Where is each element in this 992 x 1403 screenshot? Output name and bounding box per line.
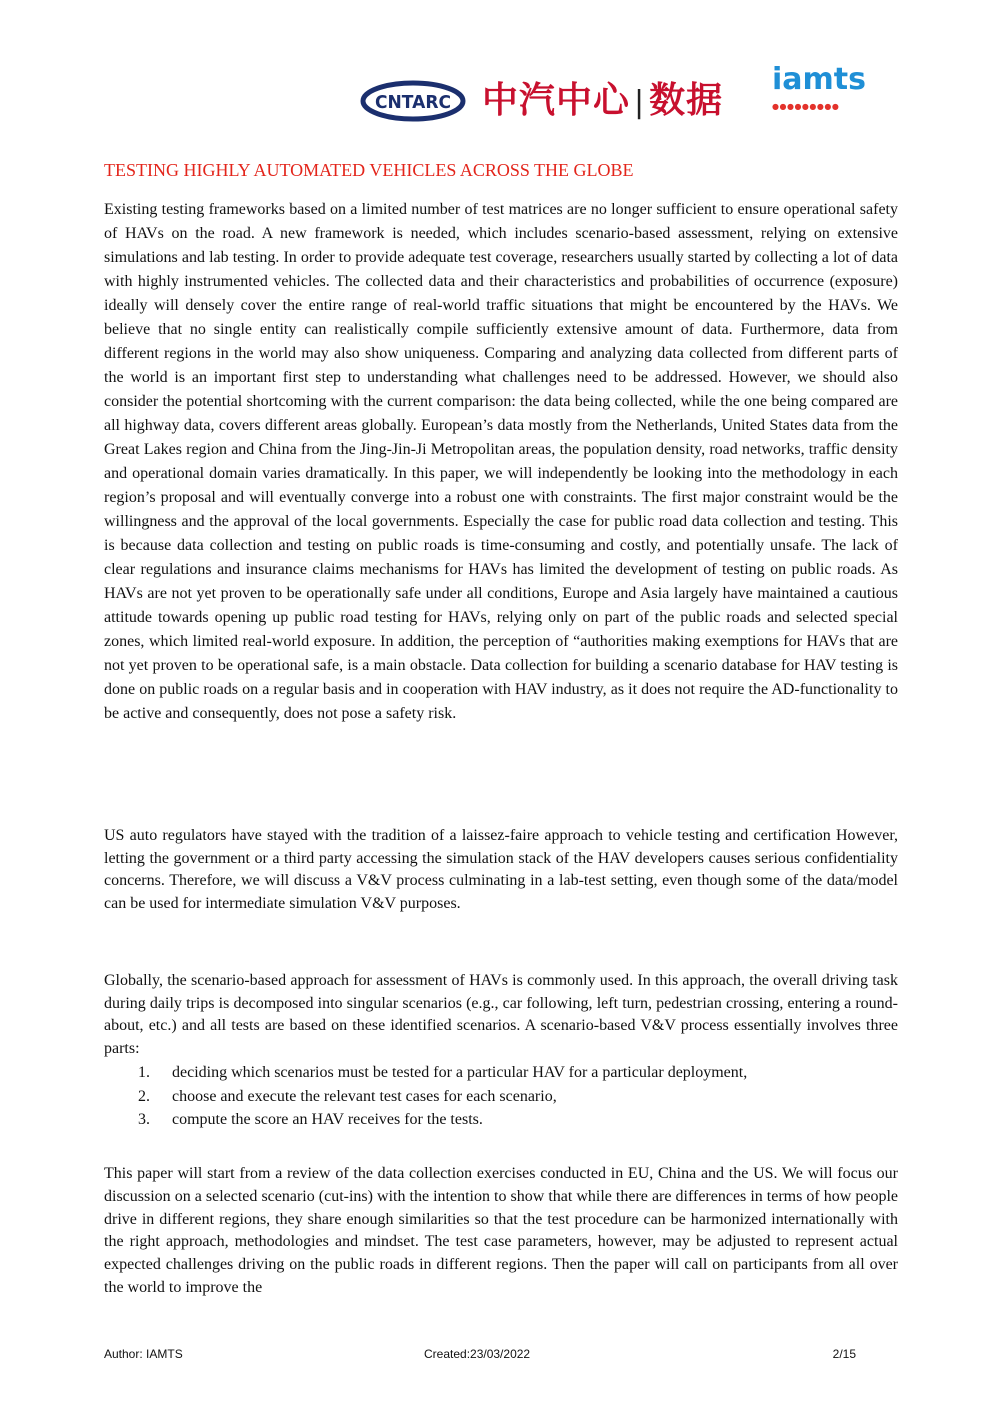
- list-item: [138, 1108, 747, 1132]
- footer-created-date: Created:23/03/2022: [424, 1347, 531, 1361]
- footer-page-number: 2/15: [832, 1347, 856, 1361]
- page-footer: [104, 1347, 856, 1363]
- list-item-number: 2.: [138, 1087, 150, 1105]
- page-header: [356, 58, 876, 130]
- list-item-text: compute the score an HAV receives for the tests.: [172, 1111, 483, 1128]
- list-item-number: 3.: [138, 1111, 150, 1128]
- logo-separator: |: [634, 85, 646, 120]
- list-item-text: choose and execute the relevant test cases for each scenario,: [172, 1087, 557, 1105]
- paragraph-4: This paper will start from a review of the data collection exercises conducted in EU, China and the US. We will focus our discussion on a selected scenario (cut-ins) with the intention to show that while there are differences in terms of how people drive in different regions, they share enough similarities so that the test procedure can be harmonized internationally with the right approach, methodologies and mindset. The test case parameters, however, may be adjusted to represent actual expected challenges driving on the public roads in different regions. Then the paper will call on participants from all over the world to improve the: [104, 1165, 898, 1296]
- list-item: [138, 1085, 747, 1109]
- paragraph-2: US auto regulators have stayed with the tradition of a laissez-faire approach to vehicle testing and certification However, letting the government or a third party accessing the simulation stack of the HAV developers causes serious confidentiality concerns. Therefore, we will discuss a V&V process culminating in a lab-test setting, even though some of the data/model can be used for intermediate simulation V&V purposes.: [104, 827, 898, 913]
- list-item-text: deciding which scenarios must be tested for a particular HAV for a particular deployment,: [172, 1064, 748, 1081]
- cnarc-logo: [360, 80, 466, 122]
- iamts-logo-dots: ●●●●●●●●●: [772, 102, 840, 111]
- list-item: [138, 1061, 747, 1085]
- document-title: TESTING HIGHLY AUTOMATED VEHICLES ACROSS THE GLOBE: [104, 160, 634, 180]
- catarc-logo-cn-right: 数据: [649, 80, 724, 121]
- cnarc-logo-text: CNTARC: [375, 92, 451, 113]
- process-steps-list: [138, 1061, 747, 1132]
- catarc-data-logo: [482, 72, 723, 123]
- paragraph-1: Existing testing frameworks based on a limited number of test matrices are no longer sufficient to ensure operational safety of HAVs on the road. A new framework is needed, which includes scenario-based assessment, relying on extensive simulations and lab testing. In order to provide adequate test coverage, researchers usually started by collecting a lot of data with highly instrumented vehicles. The collected data and their characteristics and probabilities of occurrence (exposure) ideally will densely cover the entire range of real-world traffic situations that might be encountered by the HAVs. We believe that no single entity can realistically compile sufficiently extensive amount of data. Furthermore, data from different regions in the world may also show uniqueness. Comparing and analyzing data collected from different parts of the world is an important first step to understanding what challenges need to be addressed. However, we should also consider the potential shortcoming with the current comparison: the data being collected, while the one being compared are all highway data, covers different areas globally. European’s data mostly from the Netherlands, United States data from the Great Lakes region and China from the Jing-Jin-Ji Metropolitan areas, the population density, road networks, traffic density and operational domain varies dramatically. In this paper, we will independently be looking into the methodology in each region’s proposal and will eventually converge into a robust one with constraints. The first major constraint would be the willingness and the approval of the local governments. Especially the case for public road data collection and testing. This is because data collection and testing on public roads is time-consuming and costly, and potentially unsafe. The lack of clear regulations and insurance claims mechanisms for HAVs has limited the development of testing on public roads. As HAVs are not yet proven to be operationally safe under all conditions, Europe and Asia largely have maintained a cautious attitude towards opening up public road testing for HAVs, relying only on part of the public roads and selected special zones, which limited real-world exposure. In addition, the perception of “authorities making exemptions for HAVs that are not yet proven to be operational safe, is a main obstacle. Data collection for building a scenario database for HAV testing is done on public roads on a regular basis and in cooperation with HAV industry, as it does not require the AD-functionality to be active and consequently, does not pose a safety risk.: [104, 201, 898, 722]
- paragraph-3: Globally, the scenario-based approach for assessment of HAVs is commonly used. In this approach, the overall driving task during daily trips is decomposed into singular scenarios (e.g., car following, left turn, pedestrian crossing, entering a round-about, etc.) and all tests are based on these identified scenarios. A scenario-based V&V process essentially involves three parts:: [104, 972, 898, 1057]
- footer-author: Author: IAMTS: [104, 1347, 183, 1361]
- catarc-logo-cn-left: 中汽中心: [482, 80, 631, 121]
- iamts-logo: [768, 62, 872, 128]
- list-item-number: 1.: [138, 1064, 150, 1081]
- iamts-logo-word: iamts: [772, 62, 866, 97]
